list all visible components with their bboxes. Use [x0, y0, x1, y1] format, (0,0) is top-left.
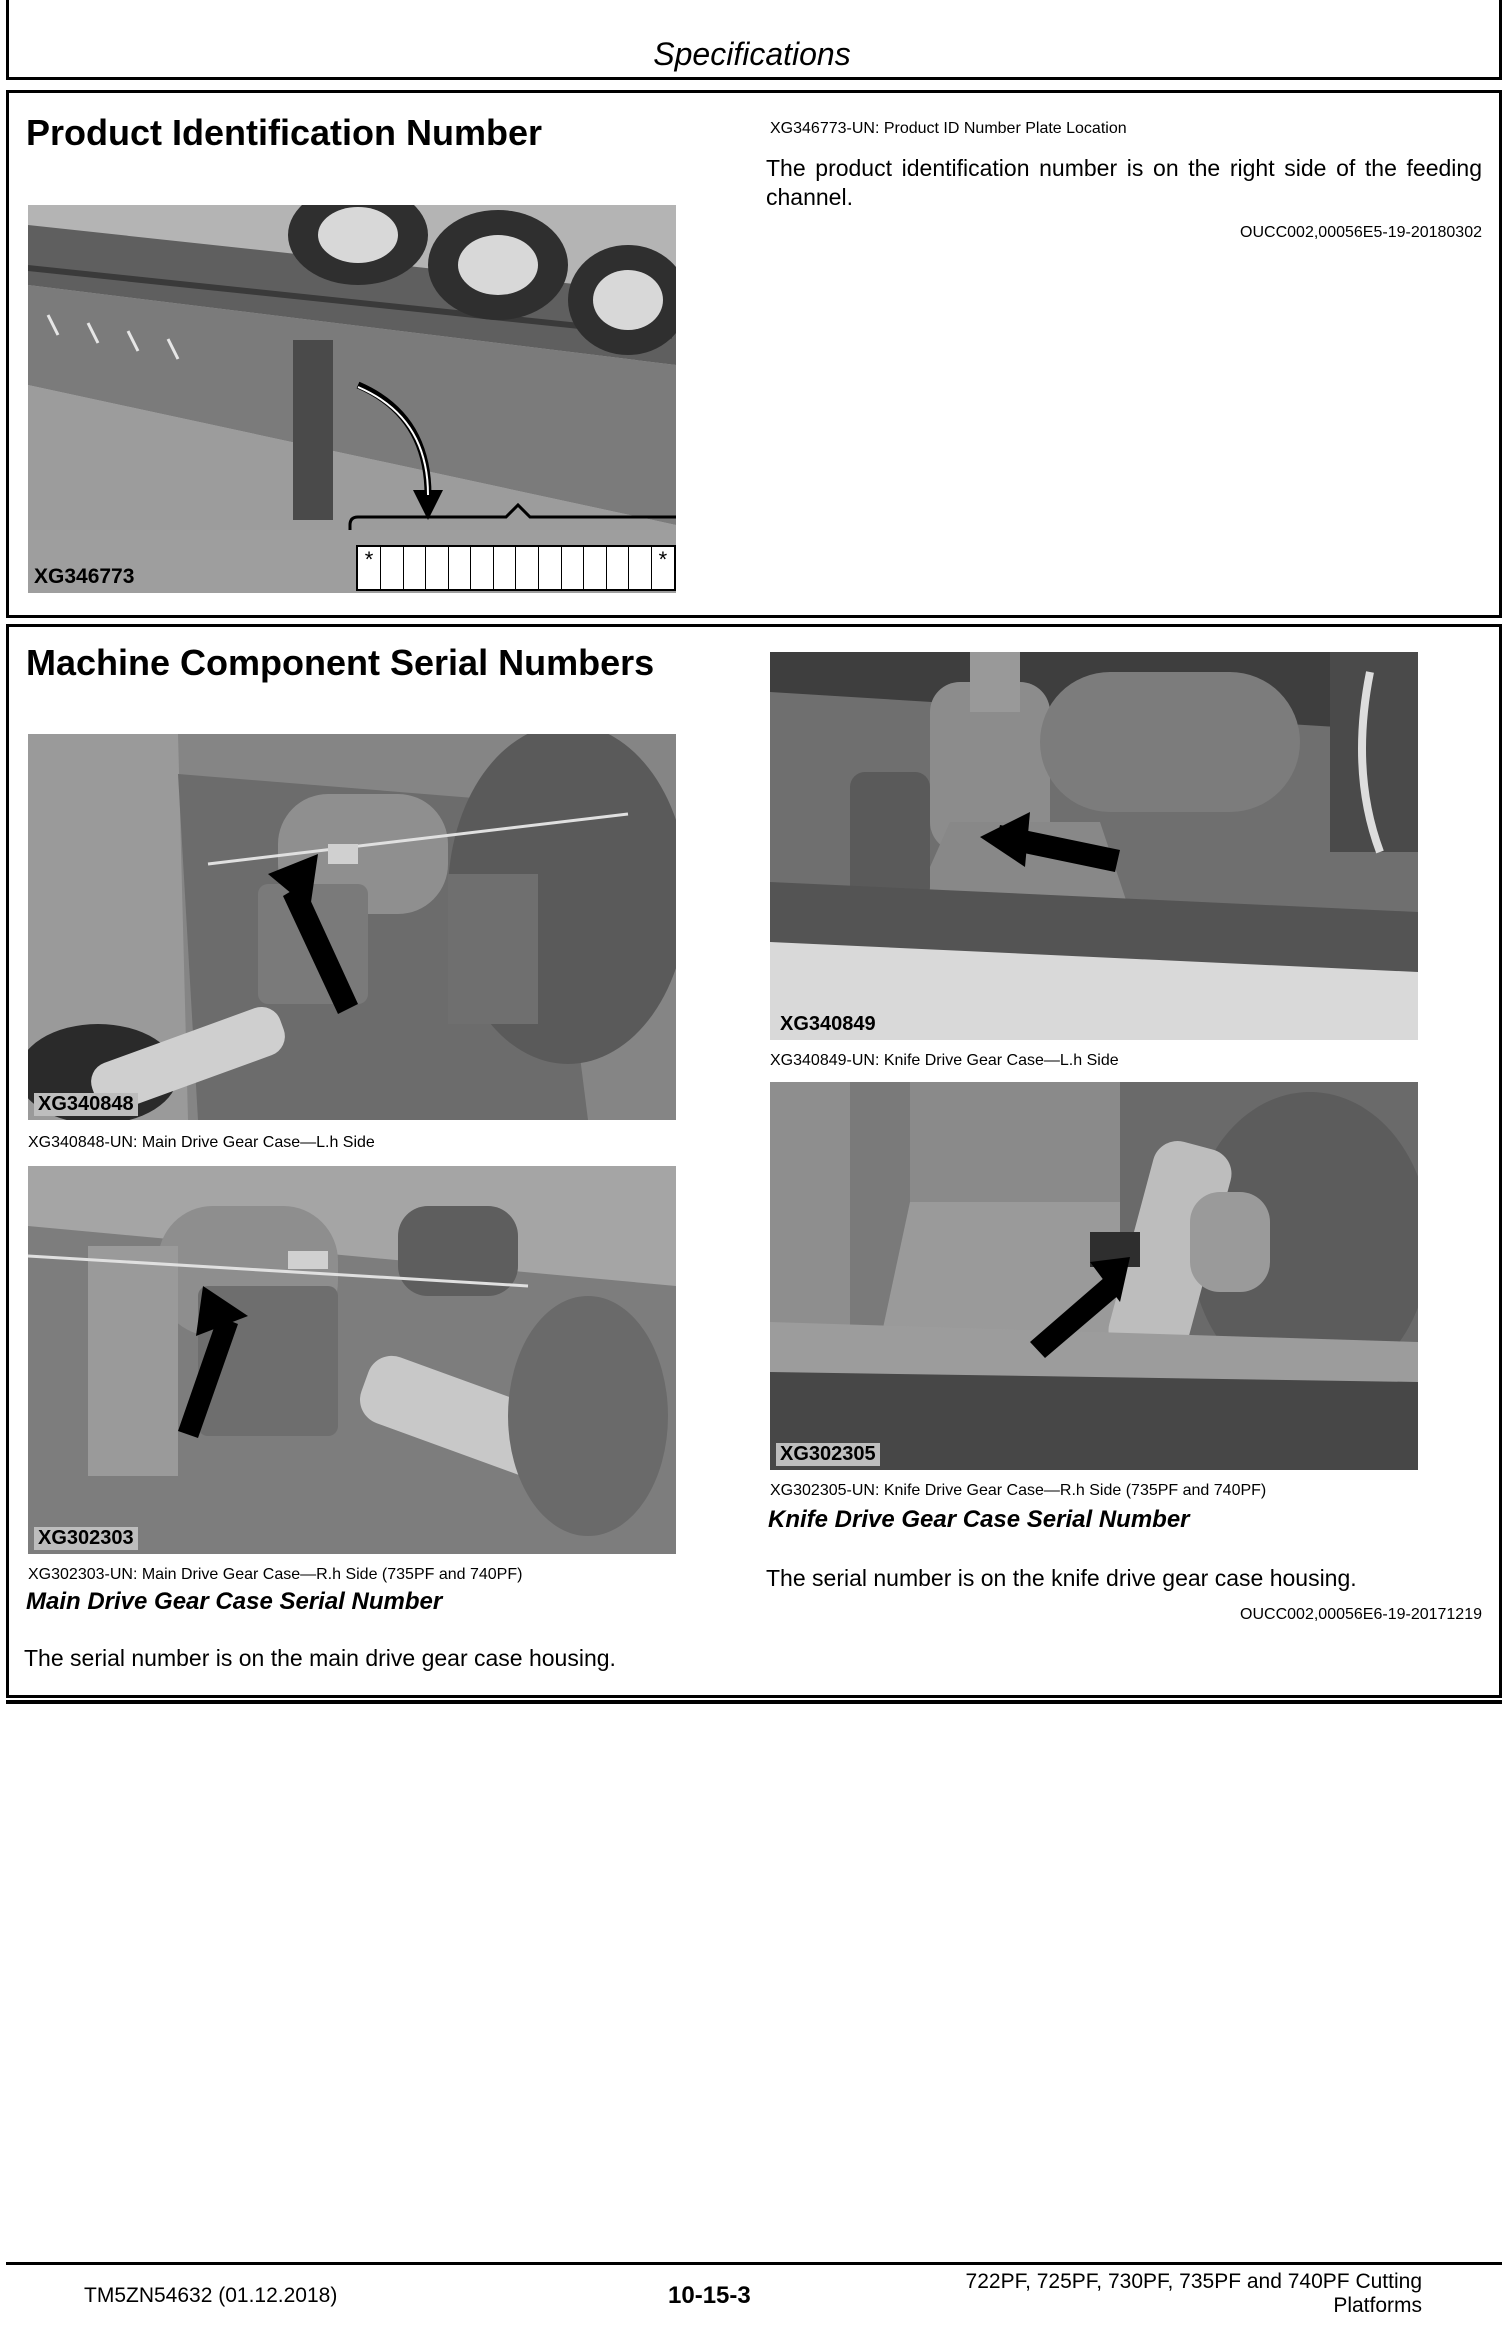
knife-gear-lh-caption: XG340849-UN: Knife Drive Gear Case—L.h Side [770, 1052, 1119, 1069]
knife-gear-lh-photo-label: XG340849 [776, 1013, 880, 1036]
pid-heading: Product Identification Number [26, 112, 543, 153]
mcsn-heading: Machine Component Serial Numbers [26, 642, 655, 683]
knife-gear-rh-photo [770, 1082, 1418, 1470]
main-gear-body: The serial number is on the main drive gear case housing. [24, 1645, 616, 1671]
pid-ref-code: OUCC002,00056E5-19-20180302 [1240, 224, 1482, 241]
main-gear-lh-photo [28, 734, 676, 1120]
footer-doc-id: TM5ZN54632 (01.12.2018) [84, 2284, 338, 2307]
knife-gear-rh-caption: XG302305-UN: Knife Drive Gear Case—R.h Side (735PF and 740PF) [770, 1482, 1267, 1499]
plate-mark-end: * [658, 547, 668, 572]
mcsn-ref-code: OUCC002,00056E6-19-20171219 [1240, 1606, 1482, 1623]
footer-page-number: 10-15-3 [668, 2282, 751, 2309]
main-gear-rh-caption: XG302303-UN: Main Drive Gear Case—R.h Side (735PF and 740PF) [28, 1566, 523, 1583]
plate-mark-start: * [358, 547, 381, 589]
footer-model-line1: 722PF, 725PF, 730PF, 735PF and 740PF Cutting [965, 2270, 1422, 2293]
pid-image-caption: XG346773-UN: Product ID Number Plate Location [770, 120, 1127, 137]
plate-box-grid [356, 545, 676, 591]
main-gear-lh-photo-label: XG340848 [34, 1093, 138, 1116]
footer-model-line2: Platforms [1333, 2294, 1422, 2317]
section-divider [6, 1700, 1502, 1704]
pid-photo-label: XG346773 [34, 565, 135, 588]
footer-rule [6, 2262, 1502, 2265]
main-gear-rh-photo-label: XG302303 [34, 1527, 138, 1550]
knife-gear-rh-photo-label: XG302305 [776, 1443, 880, 1466]
knife-gear-body: The serial number is on the knife drive gear case housing. [766, 1565, 1357, 1591]
pid-photo [28, 205, 676, 593]
pid-body-text: The product identification number is on the right side of the feeding channel. [766, 155, 1482, 210]
knife-gear-lh-photo [770, 652, 1418, 1040]
main-gear-lh-caption: XG340848-UN: Main Drive Gear Case—L.h Side [28, 1134, 375, 1151]
main-gear-subheading: Main Drive Gear Case Serial Number [26, 1588, 443, 1615]
knife-gear-subheading: Knife Drive Gear Case Serial Number [768, 1506, 1190, 1533]
main-gear-rh-photo [28, 1166, 676, 1554]
page-header-title: Specifications [653, 36, 851, 72]
